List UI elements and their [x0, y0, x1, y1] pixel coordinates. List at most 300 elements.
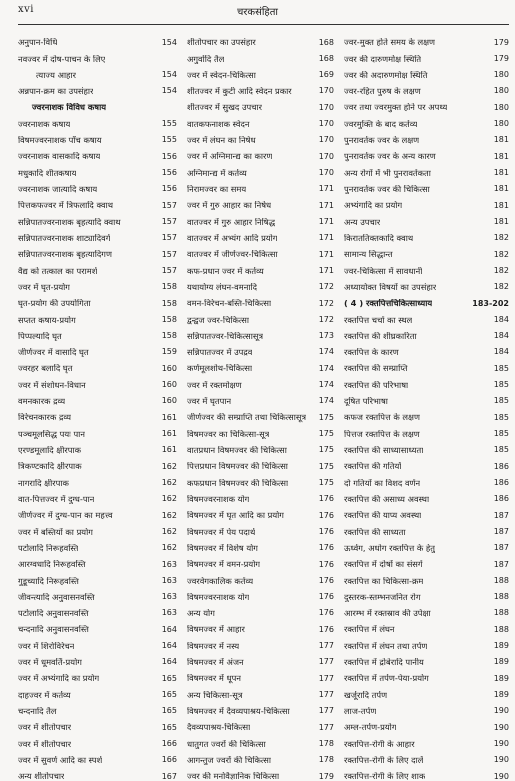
- entry-page-number: 155: [161, 119, 177, 129]
- contents-entry: [344, 47, 509, 63]
- entry-title: ज्वरनाशक कषाय: [18, 119, 71, 129]
- entry-title: अन्नपान-क्रम का उपसंहार: [18, 87, 94, 97]
- entry-page-number: 181: [493, 216, 509, 226]
- contents-entry: [187, 423, 334, 439]
- entry-title: ज्वरनाशक जात्यादि कषाय: [18, 185, 98, 194]
- entry-title: अन्य चिकित्सा-सूत्र: [187, 690, 243, 700]
- entry-title: रक्तपित्त की गतियाँ: [344, 462, 402, 472]
- contents-entry: [187, 341, 334, 357]
- entry-title: एरण्डमूलादि क्षीरपाक: [18, 446, 82, 455]
- entry-page-number: 159: [161, 347, 177, 357]
- contents-entry: [344, 684, 509, 700]
- entry-page-number: 188: [493, 592, 509, 602]
- contents-entry: [187, 749, 334, 765]
- contents-entry: [18, 602, 177, 618]
- entry-title: विषमज्वर में घृत आदि का प्रयोग: [187, 511, 284, 521]
- contents-entry: [344, 700, 509, 716]
- entry-title: विषमज्वरनाशक योग: [187, 494, 250, 504]
- entry-page-number: 187: [493, 559, 509, 569]
- entry-title: विरेचनकारक द्रव्य: [18, 413, 72, 423]
- entry-page-number: 162: [161, 526, 177, 536]
- entry-title: विषमज्वर में वमन-प्रयोग: [187, 560, 261, 570]
- contents-entry: [344, 227, 509, 243]
- entry-page-number: 170: [318, 86, 334, 96]
- entry-title: दूषित परिभाषा: [344, 397, 388, 407]
- entry-title: त्रिकण्टकादि क्षीरपाक: [18, 462, 82, 472]
- contents-entry: [187, 210, 334, 226]
- contents-entry: [187, 618, 334, 634]
- contents-entry: [18, 406, 177, 422]
- entry-page-number: 190: [493, 722, 509, 732]
- page-header: [18, 4, 509, 18]
- entry-title: सन्निपातज्वर में उपद्रव: [187, 348, 253, 358]
- entry-title: अन्य शीतोपचार: [18, 772, 65, 781]
- entry-page-number: 190: [493, 755, 509, 765]
- entry-title: वमन-विरेचन-बस्ति-चिकित्सा: [187, 299, 272, 309]
- contents-entry: [344, 423, 509, 439]
- contents-entry: [344, 194, 509, 210]
- entry-title: विषमज्वर में आहार: [187, 625, 245, 635]
- entry-page-number: 161: [161, 445, 177, 455]
- contents-entry: [18, 276, 177, 292]
- entry-page-number: 189: [493, 673, 509, 683]
- entry-page-number: 190: [493, 738, 509, 748]
- contents-entry: [187, 145, 334, 161]
- entry-title: ज्वर तथा ज्वरमुक्त होने पर अपथ्य: [344, 103, 448, 113]
- entry-title: रक्तपित्त की परिभाषा: [344, 380, 409, 390]
- entry-title: कफप्रधान विषमज्वर की चिकित्सा: [187, 478, 289, 488]
- entry-page-number: 185: [493, 380, 509, 390]
- entry-title: रक्तपित्त का चिकित्सा-क्रम: [344, 576, 424, 586]
- entry-title: ज्वर में शीतोपचार: [18, 739, 72, 749]
- contents-entry: [187, 471, 334, 487]
- contents-entry: [187, 129, 334, 145]
- contents-entry: [18, 80, 177, 96]
- entry-title: रक्तपित्त-रोगी के आहार: [344, 739, 415, 749]
- contents-entry: [344, 162, 509, 178]
- contents-entry: [187, 374, 334, 390]
- contents-entry: [344, 732, 509, 748]
- entry-title: अन्य रोगों में भी पुनरावर्तकता: [344, 168, 431, 178]
- contents-entry: [344, 716, 509, 732]
- entry-title: सन्निपातज्वर-चिकित्सासूत्र: [187, 331, 264, 341]
- entry-title: चन्दनादि तैल: [18, 707, 57, 716]
- entry-page-number: 162: [161, 543, 177, 553]
- contents-entry: [187, 406, 334, 422]
- contents-entry: [187, 308, 334, 324]
- entry-title: वातज्वर में जीर्णज्वर-चिकित्सा: [187, 250, 278, 260]
- contents-entry: [187, 455, 334, 471]
- contents-entry: [344, 618, 509, 634]
- entry-title: ज्वर में संशोधन-विधान: [18, 380, 86, 390]
- entry-page-number: 170: [318, 119, 334, 129]
- entry-page-number: 158: [161, 282, 177, 292]
- contents-column-3: [338, 31, 509, 781]
- entry-title: वमनकारक द्रव्य: [18, 397, 66, 407]
- entry-page-number: 170: [318, 135, 334, 145]
- entry-title: नवज्वर में दोष-पाचन के लिए: [18, 54, 106, 64]
- entry-page-number: 163: [161, 608, 177, 618]
- contents-entry: [344, 537, 509, 553]
- contents-entry: [344, 325, 509, 341]
- contents-entry: [344, 145, 509, 161]
- contents-entry: [344, 651, 509, 667]
- contents-entry: [18, 31, 177, 47]
- entry-page-number: 170: [318, 102, 334, 112]
- entry-page-number: 188: [493, 608, 509, 618]
- entry-page-number: 161: [161, 412, 177, 422]
- entry-title: रक्तपित्त-रोगी के लिए दालें: [344, 755, 424, 765]
- entry-page-number: 179: [493, 37, 509, 47]
- contents-entry: [187, 504, 334, 520]
- entry-page-number: 171: [318, 184, 334, 194]
- entry-title: ज्वर में शिरोविरेचन: [18, 641, 75, 651]
- entry-page-number: 188: [493, 624, 509, 634]
- contents-entry: [344, 602, 509, 618]
- entry-title: कफ-प्रधान ज्वर में कर्तव्य: [187, 266, 264, 276]
- contents-entry: [344, 504, 509, 520]
- contents-entry: [18, 504, 177, 520]
- entry-title: ज्वर में स्वेदन-चिकित्सा: [187, 70, 256, 80]
- contents-entry: [187, 113, 334, 129]
- entry-title: खर्जूरादि तर्पण: [344, 690, 388, 700]
- contents-entry: [18, 455, 177, 471]
- contents-entry: [344, 455, 509, 471]
- entry-page-number: 185: [493, 396, 509, 406]
- contents-entry: [187, 194, 334, 210]
- contents-entry: [18, 700, 177, 716]
- entry-page-number: 180: [493, 70, 509, 80]
- contents-entry: [344, 635, 509, 651]
- entry-page-number: 157: [161, 249, 177, 259]
- contents-entry: [344, 439, 509, 455]
- contents-entry: [344, 259, 509, 275]
- entry-title: ऊर्ध्वग, अधोग रक्तपित्त के हेतु: [344, 543, 436, 553]
- entry-page-number: 160: [161, 363, 177, 373]
- entry-title: विषमज्वरनाशक पाँच कषाय: [18, 136, 102, 146]
- contents-entry: [344, 276, 509, 292]
- entry-page-number: 157: [161, 233, 177, 243]
- entry-page-number: 180: [493, 119, 509, 129]
- entry-title: पञ्चमूलसिद्ध पयः पान: [18, 429, 85, 439]
- entry-page-number: 179: [493, 53, 509, 63]
- contents-entry: [187, 80, 334, 96]
- contents-entry: [344, 488, 509, 504]
- contents-entry: [18, 325, 177, 341]
- entry-page-number: 174: [318, 396, 334, 406]
- entry-page-number: 177: [318, 722, 334, 732]
- entry-page-number: 174: [318, 363, 334, 373]
- entry-title: शीतज्वर में कुटी आदि स्वेदन प्रकार: [187, 87, 292, 97]
- contents-entry: [344, 31, 509, 47]
- contents-entry: [18, 423, 177, 439]
- entry-page-number: 171: [318, 249, 334, 259]
- entry-page-number: 165: [161, 690, 177, 700]
- contents-entry: [18, 129, 177, 145]
- contents-entry: [187, 325, 334, 341]
- entry-page-number: 176: [318, 510, 334, 520]
- contents-entry: [187, 602, 334, 618]
- entry-page-number: 172: [318, 282, 334, 292]
- entry-page-number: 186: [493, 494, 509, 504]
- entry-title: ज्वर में सुवर्ण आदि का स्पर्श: [18, 755, 103, 765]
- entry-page-number: 164: [161, 657, 177, 667]
- entry-page-number: 190: [493, 706, 509, 716]
- contents-entry: [18, 471, 177, 487]
- entry-page-number: 160: [161, 380, 177, 390]
- contents-entry: [344, 129, 509, 145]
- entry-title: निरामज्वर का समय: [187, 185, 247, 194]
- entry-page-number: 168: [318, 37, 334, 47]
- entry-title: पिप्पल्यादि घृत: [18, 331, 62, 341]
- entry-page-number: 190: [493, 771, 509, 781]
- contents-entry: [18, 618, 177, 634]
- entry-page-number: 178: [318, 755, 334, 765]
- contents-entry: [18, 390, 177, 406]
- contents-entry: [187, 537, 334, 553]
- entry-page-number: 164: [161, 624, 177, 634]
- entry-page-number: 176: [318, 575, 334, 585]
- entry-title: ज्वर में अग्निमान्द्य का कारण: [187, 152, 273, 162]
- entry-title: आरग्वधादि निरूहवस्ति: [18, 560, 86, 570]
- entry-title: अभ्यंगादि का प्रयोग: [344, 201, 403, 211]
- entry-page-number: 177: [318, 657, 334, 667]
- entry-title: ज्वरहर बलादि घृत: [18, 364, 73, 374]
- entry-page-number: 168: [318, 53, 334, 63]
- contents-entry: [187, 96, 334, 112]
- contents-entry: [18, 374, 177, 390]
- entry-page-number: 162: [161, 477, 177, 487]
- entry-title: रक्तपित्त की सम्प्राप्ति: [344, 364, 408, 374]
- contents-entry: [18, 765, 177, 781]
- contents-entry: [187, 227, 334, 243]
- contents-entry: [187, 700, 334, 716]
- entry-title: रक्तपित्त-रोगी के लिए शाक: [344, 772, 426, 781]
- entry-title: ( 4 ) रक्तपित्तचिकित्साध्याय: [344, 299, 433, 309]
- entry-title: नागरादि क्षीरपाक: [18, 478, 69, 488]
- entry-page-number: 185: [493, 429, 509, 439]
- entry-title: अग्निमान्द्य में कर्तव्य: [187, 168, 247, 178]
- entry-title: ज्वर-मुक्त होते समय के लक्षण: [344, 38, 436, 48]
- entry-title: सन्निपातज्वरनाशक बृहत्यादि क्वाथ: [18, 217, 121, 227]
- entry-page-number: 171: [318, 200, 334, 210]
- entry-title: रक्तपित्त की साध्यासाध्यता: [344, 446, 424, 455]
- contents-entry: [344, 765, 509, 781]
- entry-page-number: 178: [318, 738, 334, 748]
- contents-entry: [187, 243, 334, 259]
- entry-title: वैद्य को तत्काल का परामर्श: [18, 266, 98, 276]
- contents-entry: [187, 178, 334, 194]
- entry-page-number: 182: [493, 282, 509, 292]
- contents-entry: [18, 569, 177, 585]
- contents-entry: [18, 292, 177, 308]
- entry-title: ज्वर में अभ्यंगादि का प्रयोग: [18, 674, 100, 684]
- entry-title: पित्तकफज्वर में त्रिफलादि क्वाथ: [18, 201, 114, 211]
- entry-page-number: 166: [161, 738, 177, 748]
- entry-title: पित्तज रक्तपित्त के लक्षण: [344, 429, 420, 439]
- entry-page-number: 155: [161, 135, 177, 145]
- entry-page-number: 189: [493, 690, 509, 700]
- entry-title: रक्तपित्त की याप्य अवस्था: [344, 511, 422, 521]
- entry-title: पुनरावर्तक ज्वर की चिकित्सा: [344, 185, 430, 194]
- entry-page-number: 175: [318, 445, 334, 455]
- entry-title: दैवव्यपाश्रय-चिकित्सा: [187, 723, 251, 733]
- entry-title: रक्तपित्त में द्रोबेरादि पानीय: [344, 658, 424, 668]
- entry-title: वातज्वर में अभ्यंग आदि प्रयोग: [187, 233, 278, 243]
- entry-title: ज्वर-चिकित्सा में सावधानी: [344, 266, 423, 276]
- entry-title: दाहज्वर में कर्तव्य: [18, 690, 71, 700]
- contents-entry: [18, 178, 177, 194]
- entry-page-number: 164: [161, 641, 177, 651]
- entry-page-number: 156: [161, 168, 177, 178]
- contents-entry: [18, 210, 177, 226]
- entry-page-number: 176: [318, 526, 334, 536]
- contents-entry: [187, 488, 334, 504]
- entry-title: ज्वरनाशक विविध कषाय: [32, 103, 107, 113]
- entry-title: अध्यायोक्त विषयों का उपसंहार: [344, 282, 437, 292]
- contents-entry: [18, 194, 177, 210]
- entry-page-number: 174: [318, 380, 334, 390]
- entry-title: वात-पित्तज्वर में दुग्ध-पान: [18, 494, 95, 504]
- entry-page-number: 176: [318, 543, 334, 553]
- contents-entry: [187, 651, 334, 667]
- entry-title: रक्तपित्त में लंघन तथा तर्पण: [344, 641, 428, 651]
- contents-entry: [18, 47, 177, 63]
- entry-page-number: 189: [493, 641, 509, 651]
- entry-page-number: 180: [493, 86, 509, 96]
- contents-entry: [18, 553, 177, 569]
- entry-title: पटोलादि निरूहवस्ति: [18, 543, 79, 553]
- entry-title: ज्वर में शीतोपचार: [18, 723, 72, 733]
- entry-title: विषमज्वर में दैवव्यपाश्रय-चिकित्सा: [187, 707, 290, 716]
- contents-entry: [187, 520, 334, 536]
- entry-page-number: 182: [493, 265, 509, 275]
- entry-page-number: 175: [318, 429, 334, 439]
- entry-page-number: 181: [493, 184, 509, 194]
- entry-title: लाज-तर्पण: [344, 707, 377, 716]
- entry-title: जीवन्त्यादि अनुवासनवस्ति: [18, 592, 95, 602]
- contents-entry: [344, 586, 509, 602]
- contents-entry: [18, 145, 177, 161]
- entry-title: पुनरावर्तक ज्वर के अन्य कारण: [344, 152, 436, 162]
- contents-entry: [187, 357, 334, 373]
- entry-title: पटोलादि अनुवासनवस्ति: [18, 609, 89, 619]
- contents-entry: [18, 439, 177, 455]
- entry-page-number: 173: [318, 331, 334, 341]
- contents-entry: [18, 162, 177, 178]
- contents-entry: [344, 374, 509, 390]
- entry-page-number: 176: [318, 592, 334, 602]
- entry-title: ज्वर की दारुणमोक्ष स्थिति: [344, 54, 422, 64]
- contents-entry: [187, 276, 334, 292]
- entry-page-number: 189: [493, 657, 509, 667]
- entry-title: विषमज्वर का चिकित्सा-सूत्र: [187, 429, 270, 439]
- entry-page-number: 177: [318, 641, 334, 651]
- contents-column-1: [18, 31, 181, 781]
- entry-page-number: 165: [161, 673, 177, 683]
- entry-title: अम्ल-तर्पण-प्रयोग: [344, 723, 397, 733]
- contents-entry: [344, 390, 509, 406]
- contents-entry: [344, 569, 509, 585]
- entry-title: वातकफनाशक स्वेदन: [187, 119, 250, 129]
- entry-title: ज्वर की अदारुणमोक्ष स्थिति: [344, 70, 428, 80]
- entry-title: ज्वर में लंघन का निषेध: [187, 136, 256, 146]
- contents-entry: [187, 64, 334, 80]
- header-rule: [18, 24, 509, 25]
- entry-page-number: 160: [161, 396, 177, 406]
- entry-page-number: 175: [318, 461, 334, 471]
- entry-page-number: 185: [493, 363, 509, 373]
- contents-entry: [187, 716, 334, 732]
- entry-page-number: 172: [318, 298, 334, 308]
- entry-title: मधुकादि शीतकषाय: [18, 168, 77, 178]
- contents-column-2: [181, 31, 338, 781]
- entry-page-number: 187: [493, 510, 509, 520]
- entry-title: किराततिक्तकादि क्वाथ: [344, 233, 414, 243]
- entry-title: ज्वर में घृत-प्रयोग: [18, 282, 70, 292]
- entry-title: ज्वर की मनोवैज्ञानिक चिकित्सा: [187, 772, 280, 781]
- contents-entry: [18, 537, 177, 553]
- page-number: xvi: [18, 4, 34, 15]
- entry-title: यथायोग्य लंघन-वमनादि: [187, 282, 258, 292]
- contents-entry: [187, 259, 334, 275]
- contents-entry: [18, 64, 177, 80]
- entry-page-number: 176: [318, 559, 334, 569]
- entry-page-number: 166: [161, 755, 177, 765]
- entry-page-number: 188: [493, 575, 509, 585]
- entry-page-number: 162: [161, 494, 177, 504]
- entry-title: ज्वर में गुरु आहार का निषेध: [187, 201, 272, 211]
- entry-page-number: 154: [161, 70, 177, 80]
- contents-entry: [187, 765, 334, 781]
- entry-page-number: 157: [161, 200, 177, 210]
- entry-page-number: 158: [161, 314, 177, 324]
- entry-title: शीतज्वर में सुखद उपचार: [187, 103, 263, 113]
- entry-page-number: 187: [493, 526, 509, 536]
- entry-page-number: 158: [161, 298, 177, 308]
- contents-entry: [344, 341, 509, 357]
- entry-title: विषमज्वरनाशक योग: [187, 592, 250, 602]
- entry-title: रक्तपित्त चर्चा का स्थल: [344, 315, 413, 325]
- entry-page-number: 175: [318, 412, 334, 422]
- contents-entry: [187, 390, 334, 406]
- entry-title: ज्वरवेगकालिक कर्तव्य: [187, 576, 254, 586]
- entry-page-number: 182: [493, 233, 509, 243]
- entry-title: विषमज्वर में अंजन: [187, 658, 244, 668]
- entry-page-number: 170: [318, 168, 334, 178]
- entry-title: कर्णमूलशोथ-चिकित्सा: [187, 364, 253, 374]
- entry-title: रक्तपित्त में दोषों का संसर्ग: [344, 560, 423, 570]
- entry-title: अन्य योग: [187, 609, 215, 619]
- entry-page-number: 157: [161, 216, 177, 226]
- contents-entry: [18, 96, 177, 112]
- contents-entry: [344, 406, 509, 422]
- entry-page-number: 154: [161, 86, 177, 96]
- entry-title: द्वन्द्वज ज्वर-चिकित्सा: [187, 315, 250, 325]
- contents-entry: [187, 635, 334, 651]
- contents-entry: [18, 635, 177, 651]
- entry-title: जीर्णज्वर की सम्प्राप्ति तथा चिकित्सासूत्र: [187, 413, 307, 423]
- entry-page-number: 163: [161, 575, 177, 585]
- entry-title: वातप्रधान विषमज्वर की चिकित्सा: [187, 446, 287, 455]
- entry-page-number: 172: [318, 314, 334, 324]
- entry-title: जीर्णज्वर में दुग्ध-पान का महत्त्व: [18, 511, 113, 521]
- entry-page-number: 182: [493, 249, 509, 259]
- contents-entry: [344, 210, 509, 226]
- entry-page-number: 181: [493, 151, 509, 161]
- entry-page-number: 176: [318, 608, 334, 618]
- entry-page-number: 177: [318, 673, 334, 683]
